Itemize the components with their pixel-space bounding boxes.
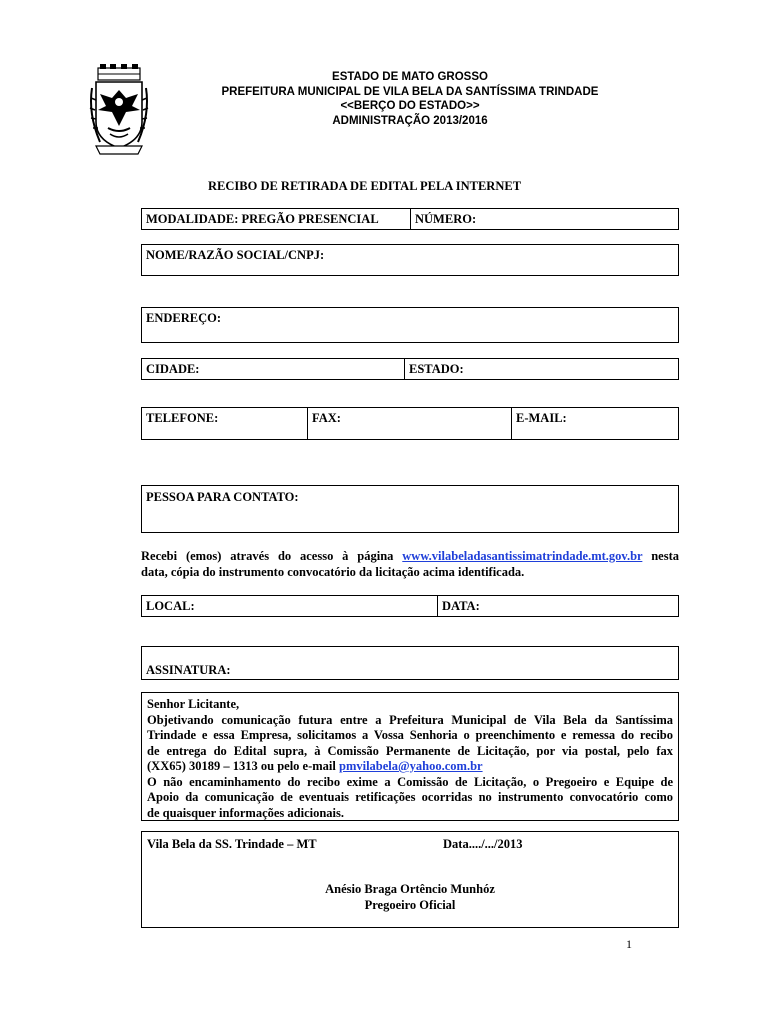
notice-line-4	[147, 759, 673, 775]
endereco-label: ENDEREÇO:	[146, 311, 222, 325]
assinatura-label: ASSINATURA:	[146, 663, 231, 677]
fax-field[interactable]	[307, 408, 511, 439]
cidade-estado-row	[141, 358, 679, 380]
notice-line-2: Trindade e essa Empresa, solicitamos a Vossa Senhoria o preenchimento e remessa do recibo	[147, 728, 673, 742]
header-administration: ADMINISTRAÇÃO 2013/2016	[332, 114, 488, 127]
modalidade-field[interactable]	[142, 209, 410, 229]
notice-line-1: Objetivando comunicação futura entre a Prefeitura Municipal de Vila Bela da Santíssima	[147, 712, 673, 727]
notice-line-3: de entrega do Edital supra, à Comissão Permanente de Licitação, por via postal, pelo fax	[147, 743, 673, 758]
contact-row	[141, 407, 679, 440]
notice-greeting: Senhor Licitante,	[147, 697, 240, 711]
signer-block	[142, 881, 678, 913]
signer-name: Anésio Braga Ortêncio Munhóz	[325, 882, 495, 896]
receipt-text-start: Recebi (emos) através do acesso à página	[141, 549, 403, 563]
form-title: RECIBO DE RETIRADA DE EDITAL PELA INTERNET	[208, 179, 522, 193]
notice-fax-text: (XX65) 30189 – 1313 ou pelo e-mail	[147, 759, 339, 773]
cidade-label: CIDADE:	[146, 362, 200, 376]
fax-label: FAX:	[312, 411, 341, 425]
signature-box	[141, 831, 679, 928]
website-link[interactable]: www.vilabeladasantissimatrindade.mt.gov.br	[402, 549, 643, 563]
email-label: E-MAIL:	[516, 411, 567, 425]
municipal-coat-of-arms	[88, 64, 150, 156]
local-data-row	[141, 595, 679, 617]
endereco-field[interactable]	[141, 307, 679, 343]
notice-email-link[interactable]: pmvilabela@yahoo.com.br	[339, 759, 483, 773]
contato-label: PESSOA PARA CONTATO:	[146, 490, 299, 504]
footer-date: Data..../.../2013	[443, 837, 523, 851]
footer-place: Vila Bela da SS. Trindade – MT	[147, 837, 317, 851]
estado-field[interactable]	[404, 359, 678, 379]
assinatura-field[interactable]	[141, 646, 679, 680]
notice-line-5: O não encaminhamento do recibo exime a Comissão de Licitação, o Pregoeiro e Equipe de	[147, 774, 673, 789]
data-field[interactable]	[437, 596, 678, 616]
estado-label: ESTADO:	[409, 362, 464, 376]
telefone-field[interactable]	[142, 408, 307, 439]
nome-field[interactable]	[141, 244, 679, 276]
receipt-text-end: nesta	[642, 549, 679, 563]
page-number: 1	[626, 937, 632, 951]
receipt-line-1	[141, 549, 679, 565]
notice-line-7: de quaisquer informações adicionais.	[147, 805, 345, 820]
receipt-statement	[141, 549, 679, 580]
notice-box	[141, 692, 679, 821]
contato-field[interactable]	[141, 485, 679, 533]
header-state: ESTADO DE MATO GROSSO	[332, 71, 488, 83]
header-municipality: PREFEITURA MUNICIPAL DE VILA BELA DA SANTÍSSIMA TRINDADE	[221, 85, 599, 98]
header-motto: <<BERÇO DO ESTADO>>	[340, 100, 480, 112]
signer-role: Pregoeiro Oficial	[364, 898, 456, 912]
data-label: DATA:	[442, 599, 480, 613]
cidade-field[interactable]	[142, 359, 404, 379]
local-label: LOCAL:	[146, 599, 195, 613]
nome-label: NOME/RAZÃO SOCIAL/CNPJ:	[146, 248, 325, 262]
modalidade-row	[141, 208, 679, 230]
local-field[interactable]	[142, 596, 437, 616]
numero-label: NÚMERO:	[415, 212, 477, 226]
modalidade-label: MODALIDADE: PREGÃO PRESENCIAL	[146, 212, 379, 226]
email-field[interactable]	[511, 408, 678, 439]
telefone-label: TELEFONE:	[146, 411, 219, 425]
notice-line-6: Apoio da comunicação de eventuais retificações ocorridas no instrumento convocatório como	[147, 790, 673, 804]
receipt-line-2: data, cópia do instrumento convocatório da licitação acima identificada.	[141, 564, 525, 579]
numero-field[interactable]	[410, 209, 678, 229]
letterhead	[200, 70, 620, 128]
